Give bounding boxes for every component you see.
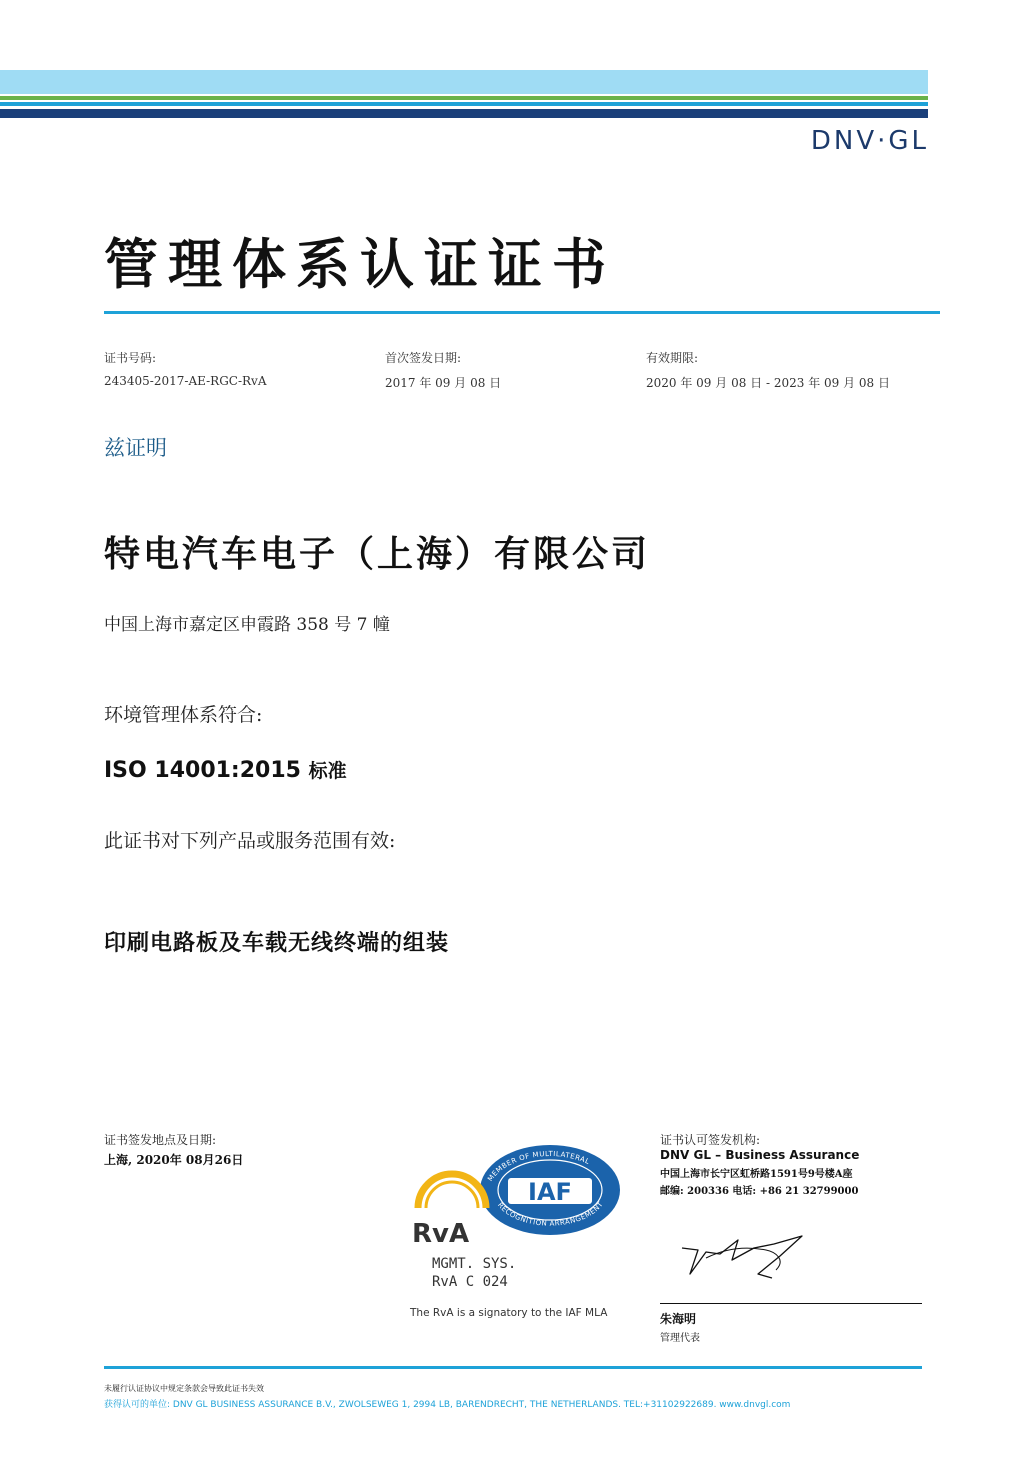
footer-notice: 未履行认证协议中规定条款会导致此证书失效 (104, 1384, 264, 1393)
first-issue-label: 首次签发日期: (385, 351, 462, 365)
validity-value: 2020 年 09 月 08 日 - 2023 年 09 月 08 日 (646, 376, 890, 390)
accreditation-marks (404, 1142, 634, 1324)
signature-line (660, 1303, 922, 1304)
iaf-text: IAF (528, 1178, 572, 1206)
certificate-title: 管理体系认证证书 (104, 232, 616, 296)
issue-label: 证书签发地点及日期: (104, 1133, 217, 1147)
header-stripe-green (0, 96, 928, 100)
conformity-statement: 环境管理体系符合: (104, 704, 263, 726)
iaf-logo-icon (480, 1145, 620, 1235)
header-stripe-navy (0, 109, 928, 118)
first-issue-value: 2017 年 09 月 08 日 (385, 376, 502, 390)
signatory-role: 管理代表 (660, 1333, 700, 1344)
standard-code: ISO 14001:2015 (104, 758, 301, 783)
title-divider (104, 311, 940, 314)
rva-caption: The RvA is a signatory to the IAF MLA (410, 1307, 608, 1319)
certification-scope: 印刷电路板及车载无线终端的组装 (104, 930, 450, 956)
footer-divider (104, 1366, 922, 1369)
scope-intro: 此证书对下列产品或服务范围有效: (104, 830, 396, 852)
dnv-gl-logo: DNV·GL (810, 126, 929, 156)
validity-label: 有效期限: (646, 351, 699, 365)
signature-icon (676, 1218, 816, 1288)
issuer-address: 中国上海市长宁区虹桥路1591号9号楼A座 (660, 1169, 853, 1180)
footer-accredited-unit: 获得认可的单位: DNV GL BUSINESS ASSURANCE B.V., ZWOLSEWEG 1, 2994 LB, BARENDRECHT, THE NETHERLANDS. TEL:+31102922689. www.dnvgl.com (104, 1400, 791, 1410)
issue-value: 上海, 2020年 08月26日 (104, 1153, 244, 1167)
cert-number-value: 243405-2017-AE-RGC-RvA (104, 374, 267, 388)
company-address: 中国上海市嘉定区申霞路 358 号 7 幢 (104, 615, 390, 635)
company-name: 特电汽车电子（上海）有限公司 (104, 533, 651, 575)
header-stripe-cyan (0, 102, 928, 106)
header-stripe-light-blue (0, 70, 928, 94)
signatory-name: 朱海明 (660, 1312, 697, 1326)
svg-text:RvA: RvA (412, 1219, 470, 1249)
rva-line1: MGMT. SYS. (432, 1256, 517, 1272)
standard-name (104, 756, 347, 783)
issuer-contact: 邮编: 200336 电话: +86 21 32799000 (660, 1186, 859, 1197)
standard-suffix: 标准 (308, 760, 347, 782)
issuer-label: 证书认可签发机构: (660, 1133, 761, 1147)
cert-number-label: 证书号码: (104, 351, 157, 365)
issuer-name: DNV GL – Business Assurance (660, 1148, 860, 1162)
hereby-certify: 兹证明 (104, 436, 167, 460)
svg-text:MEMBER OF MULTILATERAL: MEMBER OF MULTILATERAL (486, 1149, 592, 1183)
rva-line2: RvA C 024 (432, 1274, 508, 1290)
svg-text:RECOGNITION ARRANGEMENT: RECOGNITION ARRANGEMENT (495, 1200, 605, 1228)
